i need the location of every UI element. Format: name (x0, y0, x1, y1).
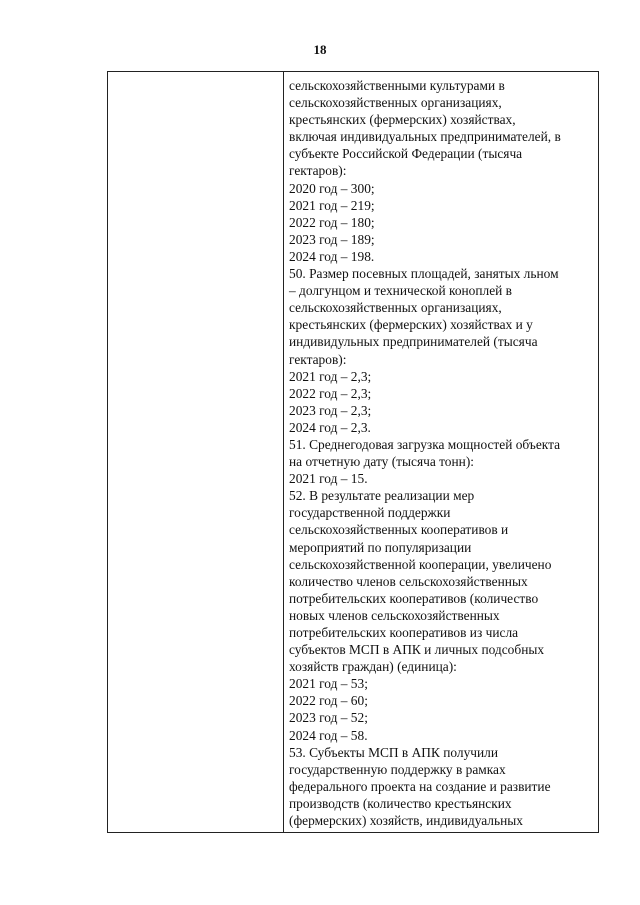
text-line: включая индивидуальных предпринимателей, в (289, 129, 561, 145)
text-line: государственной поддержки (289, 505, 451, 521)
text-line: субъектов МСП в АПК и личных подсобных (289, 642, 545, 658)
text-line: 2022 год – 180; (289, 214, 375, 230)
text-line: 2022 год – 60; (289, 693, 368, 709)
text-line: 2024 год – 58. (289, 727, 368, 743)
text-line: 2024 год – 2,3. (289, 419, 371, 435)
text-line: потребительских кооперативов (количество (289, 590, 539, 606)
text-line: государственную поддержку в рамках (289, 761, 506, 777)
text-line: гектаров): (289, 163, 347, 179)
text-line: 2023 год – 52; (289, 710, 368, 726)
text-line: 2020 год – 300; (289, 180, 375, 196)
text-line: 2024 год – 198. (289, 248, 375, 264)
text-line: 50. Размер посевных площадей, занятых льном (289, 266, 559, 282)
text-line: на отчетную дату (тысяча тонн): (289, 454, 475, 470)
text-line: гектаров): (289, 351, 347, 367)
text-line: субъекте Российской Федерации (тысяча (289, 146, 523, 162)
text-line: сельскохозяйственной кооперации, увеличено (289, 556, 552, 572)
text-line: индивидульных предпринимателей (тысяча (289, 334, 538, 350)
text-line: 53. Субъекты МСП в АПК получили (289, 744, 499, 760)
text-line: хозяйств граждан) (единица): (289, 659, 457, 675)
text-line: 2022 год – 2,3; (289, 385, 372, 401)
text-line: потребительских кооперативов из числа (289, 625, 519, 640)
text-line: сельскохозяйственными культурами в (289, 78, 505, 93)
text-line: 2023 год – 189; (289, 231, 375, 247)
text-line: производств (количество крестьянских (289, 795, 512, 811)
text-line: (фермерских) хозяйств, индивидуальных (289, 813, 523, 829)
text-line: количество членов сельскохозяйственных (289, 573, 528, 589)
text-line: сельскохозяйственных организациях, (289, 95, 502, 111)
document-table (107, 71, 599, 833)
text-line: 2021 год – 15. (289, 471, 368, 487)
text-line: мероприятий по популяризации (289, 539, 472, 555)
text-line: 2021 год – 2,3; (289, 368, 372, 384)
text-line: федерального проекта на создание и развитие (289, 778, 551, 794)
text-line: 2021 год – 219; (289, 197, 375, 213)
text-line: – долгунцом и технической коноплей в (289, 283, 512, 299)
page-number: 18 (313, 42, 327, 57)
text-line: 52. В результате реализации мер (289, 488, 475, 504)
text-line: крестьянских (фермерских) хозяйствах и у (289, 317, 533, 333)
text-line: крестьянских (фермерских) хозяйствах, (289, 112, 516, 128)
right-cell-text (289, 77, 599, 829)
text-line: 2023 год – 2,3; (289, 402, 372, 418)
text-line: 51. Среднегодовая загрузка мощностей объекта (289, 436, 561, 452)
text-line: сельскохозяйственных организациях, (289, 300, 502, 316)
column-divider (283, 72, 284, 832)
text-line: новых членов сельскохозяйственных (289, 607, 500, 623)
text-line: 2021 год – 53; (289, 676, 368, 692)
text-line: сельскохозяйственных кооперативов и (289, 522, 509, 538)
